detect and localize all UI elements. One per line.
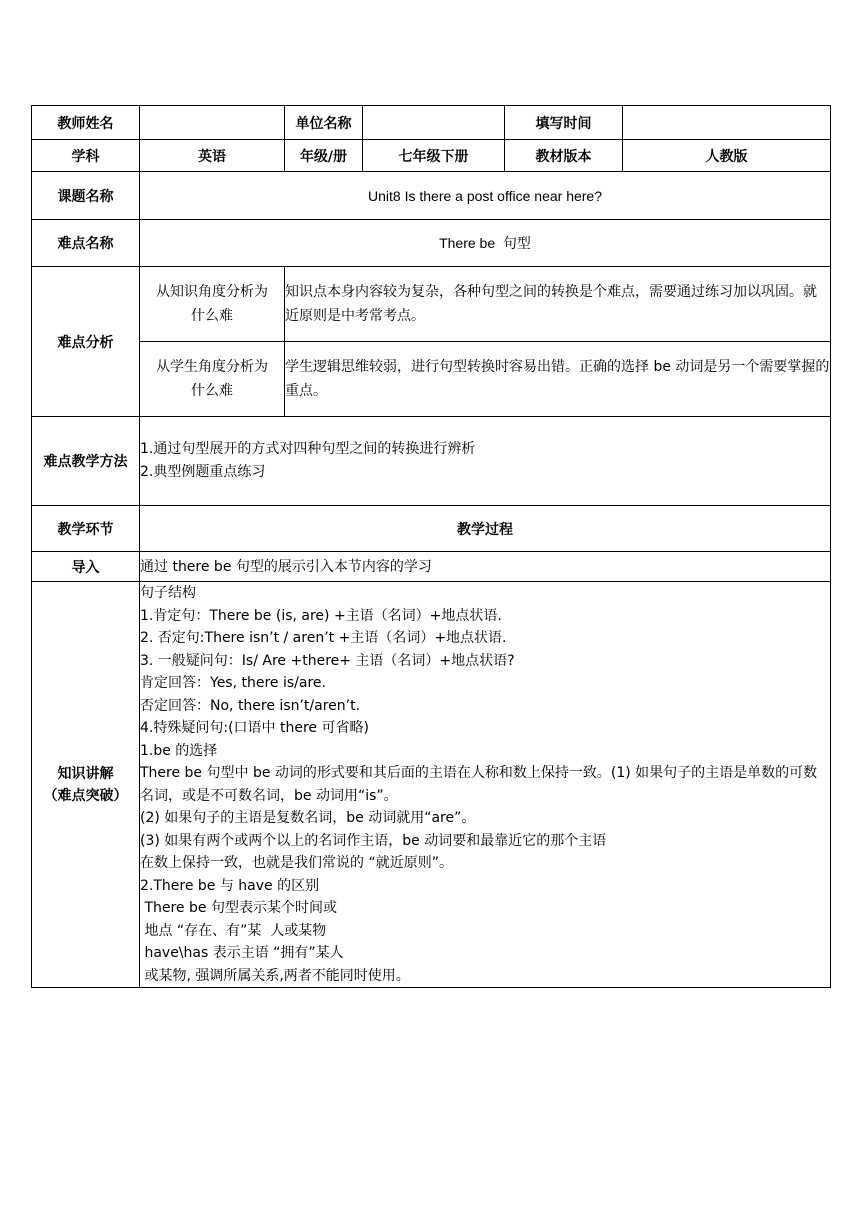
knowledge-angle-text: 知识点本身内容较为复杂，各种句型之间的转换是个难点，需要通过练习加以巩固。就近原则是中考常考点。 [285,267,831,342]
unit-name-label: 单位名称 [285,106,363,140]
knowledge-row [32,582,831,988]
lesson-title-value: Unit8 Is there a post office near here? [140,172,831,220]
teaching-process-label: 教学过程 [140,506,831,552]
teacher-name-label: 教师姓名 [32,106,140,140]
grade-label: 年级/册 [285,140,363,172]
content-line: have\has 表示主语 “拥有”某人 [140,945,344,961]
method-row [32,417,831,506]
content-line: (2) 如果句子的主语是复数名词，be 动词就用“are”。 [140,810,476,826]
fill-time-label: 填写时间 [505,106,623,140]
method-item: 1.通过句型展开的方式对四种句型之间的转换进行辨析 [140,441,476,457]
subject-label: 学科 [32,140,140,172]
teaching-stage-label: 教学环节 [32,506,140,552]
content-line: 2.There be 与 have 的区别 [140,877,320,894]
student-angle-text: 学生逻辑思维较弱，进行句型转换时容易出错。正确的选择 be 动词是另一个需要掌握的重点。 [285,342,831,417]
knowledge-explain-label [32,582,140,988]
knowledge-angle-label: 从知识角度分析为什么难 [140,267,285,342]
content-line: 3. 一般疑问句：Is/ Are +there+ 主语（名词）+地点状语? [140,652,515,669]
header-row-2 [32,140,831,172]
intro-row [32,552,831,582]
difficulty-name-value: There be 句型 [140,220,831,267]
knowledge-explain-content [140,582,831,988]
content-line: (3) 如果有两个或两个以上的名词作主语，be 动词要和最靠近它的那个主语 [140,832,607,849]
knowledge-label-line: 知识讲解 [57,765,114,782]
content-line: 1.肯定句：There be (is, are) +主语（名词）+地点状语. [140,607,502,624]
student-angle-label: 从学生角度分析为什么难 [140,342,285,417]
difficulty-name-label: 难点名称 [32,220,140,267]
content-line: There be 句型表示某个时间或 [140,900,337,916]
intro-text: 通过 there be 句型的展示引入本节内容的学习 [140,552,831,582]
content-line: 地点 “存在、有”某 人或某物 [140,922,327,939]
teaching-method-content [140,417,831,506]
content-line: 4.特殊疑问句:(口语中 there 可省略) [140,720,369,736]
content-line: 句子结构 [140,585,196,601]
edition-value: 人教版 [623,140,831,172]
header-row-1 [32,106,831,140]
edition-label: 教材版本 [505,140,623,172]
process-header-row [32,506,831,552]
content-line: 肯定回答：Yes, there is/are. [140,675,326,691]
difficulty-row [32,220,831,267]
lesson-plan-table [31,105,831,988]
intro-label: 导入 [32,552,140,582]
difficulty-analysis-label: 难点分析 [32,267,140,417]
lesson-title-row [32,172,831,220]
content-line: There be 句型中 be 动词的形式要和其后面的主语在人称和数上保持一致。(1) 如果句子的主语是单数的可数名词，或是不可数名词，be 动词用“is”。 [140,765,818,804]
analysis-row-knowledge [32,267,831,342]
subject-value: 英语 [140,140,285,172]
analysis-row-student [32,342,831,417]
method-item: 2.典型例题重点练习 [140,464,266,480]
content-line: 在数上保持一致，也就是我们常说的 “就近原则”。 [140,855,453,871]
content-line: 或某物, 强调所属关系,两者不能同时使用。 [140,967,410,984]
lesson-title-label: 课题名称 [32,172,140,220]
content-line: 否定回答：No, there isn’t/aren’t. [140,697,361,714]
fill-time-value [623,106,831,140]
unit-name-value [363,106,505,140]
grade-value: 七年级下册 [363,140,505,172]
content-line: 1.be 的选择 [140,742,218,759]
knowledge-label-line: （难点突破） [43,787,128,804]
teacher-name-value [140,106,285,140]
content-line: 2. 否定句:There isn’t / aren’t +主语（名词）+地点状语. [140,630,507,646]
teaching-method-label: 难点教学方法 [32,417,140,506]
